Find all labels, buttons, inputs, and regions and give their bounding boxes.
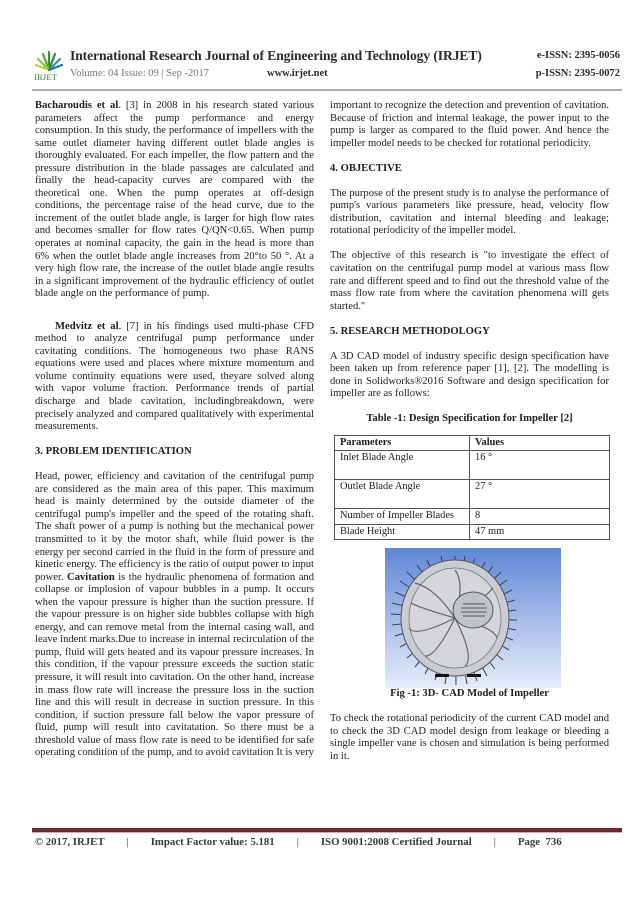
table-caption: Table -1: Design Specification for Impeller [2] (366, 413, 573, 425)
footer-certification: ISO 9001:2008 Certified Journal (320, 836, 472, 848)
table-header-row (335, 435, 610, 450)
table-cell: Inlet Blade Angle (335, 451, 470, 480)
section-heading-objective: 4. OBJECTIVE (330, 162, 402, 174)
footer-copyright: © 2017, IRJET (35, 836, 105, 848)
paragraph-continued: important to recognize the detection and prevention of cavitation. Because of friction and internal leakage, the power input to the pump is larger as compared to the fluid power. And hence the impeller model needs to be checked for rotational periodicity. (330, 100, 609, 149)
bold-term-cavitation: Cavitation (67, 571, 115, 583)
journal-header (32, 46, 622, 86)
table-cell: Blade Height (335, 524, 470, 539)
figure-caption: Fig -1: 3D- CAD Model of Impeller (390, 688, 549, 700)
author-citation: Bacharoudis et al (35, 100, 119, 111)
paragraph-objective-purpose: The purpose of the present study is to analyse the performance of pump's various parameters like pressure, head, velocity flow distribution, cavitation and internal bleeding and leakage; rotational periodicity of the impeller model. (330, 187, 609, 237)
volume-issue: Volume: 04 Issue: 09 | Sep -2017 (70, 68, 209, 79)
table-cell: Number of Impeller Blades (335, 509, 470, 524)
paragraph-medvitz: Medvitz et al. [7] in his findings used multi-phase CFD method to analyze centrifugal pump performance under cavitating conditions. The homogeneous two phase RANS equations were used and places where mixture momentum and volume continuity equations were used, theyare solved along with vapor volume fraction. Performance trends of partial discharge and blade cavitation, includingbreakdown, were precisely analyzed and compared qualitatively with experimental measurements. (35, 320, 314, 433)
table-row (335, 524, 610, 539)
table-row (335, 480, 610, 509)
right-column (330, 100, 609, 763)
logo-text: IRJET (34, 72, 58, 82)
header-divider (32, 89, 622, 91)
footer-divider (32, 828, 622, 833)
section-heading-problem-identification: 3. PROBLEM IDENTIFICATION (35, 446, 192, 458)
footer-impact-factor: Impact Factor value: 5.181 (150, 836, 275, 848)
journal-title: International Research Journal of Engineering and Technology (IRJET) (70, 48, 482, 63)
page-footer (35, 836, 562, 848)
p-issn: p-ISSN: 2395-0072 (535, 68, 620, 79)
table-header-cell: Values (470, 435, 610, 450)
left-column (35, 100, 314, 760)
design-spec-table (334, 435, 610, 540)
table-row (335, 451, 610, 480)
table-cell: 16 ° (470, 451, 610, 480)
table-cell: 47 mm (470, 524, 610, 539)
impeller-model-icon (385, 548, 561, 688)
author-citation: Medvitz et al (55, 320, 119, 332)
table-cell: 8 (470, 509, 610, 524)
footer-page-number: Page 736 (517, 836, 562, 848)
table-cell: Outlet Blade Angle (335, 480, 470, 509)
impeller-cad-figure (385, 548, 561, 688)
journal-website-link[interactable]: www.irjet.net (267, 68, 328, 79)
table-header-cell: Parameters (335, 435, 470, 450)
paragraph-objective-statement: The objective of this research is "to investigate the effect of cavitation on the centrifugal pump model at various mass flow rate and different speed and to find out the threshold value of the mass flow rate from where the cavitation phenomena will gets started." (330, 250, 609, 312)
footer-separator: | (126, 836, 129, 848)
footer-separator: | (493, 836, 496, 848)
table-row (335, 509, 610, 524)
paragraph-bacharoudis: Bacharoudis et al. [3] in 2008 in his research stated various parameters affect the pump performance and energy consumption. In this study, the performance of impellers with the same outlet diameter having different outlet blade angles is thoroughly evaluated. For each impeller, the flow pattern and the pressure distribution in the blade passages are calculated and finally the head-capacity curves are compared with the theoretical one. When the pump operates at off-design conditions, the percentage raise of the head curve, due to the increment of the outlet blade angle, is larger for high flow rates and becomes smaller for flow rates Q/QN<0.65. When pump operates at nominal capacity, the gain in the head is more than 6% when the outlet blade angle increases from 20°to 50 °. At a very high flow rate, the increase of the outlet blade angle results in a significant improvement of the hydraulic efficiency of outlet blade angle on the performance of pump. (35, 100, 314, 300)
table-cell: 27 ° (470, 480, 610, 509)
e-issn: e-ISSN: 2395-0056 (536, 50, 620, 61)
paragraph-problem-identification: Head, power, efficiency and cavitation of the centrifugal pump are considered as the main area of this paper. This maximum head is mainly determined by the outside diameter of the centrifugal pump's impeller and the speed of the rotating shaft. The shaft power of a pump is nothing but the mechanical power transmitted to it by the motor shaft, while fluid power is the energy per second carried in the fluid in the form of pressure and kinetic energy. The efficiency is the ratio of output power to input power. Cavitation is the hydraulic phenomena of formation and collapse or implosion of vapour bubbles in a pump. It occurs when the vapour pressure is higher than the suction pressure. If the vapour pressure is on higher side bubbles collapse with high energy, and can remove metal from the internal casing wall, and leave indent marks.Due to increase in internal recirculation of the pump, fluid will gets heated and its vapour pressure increases. In this condition, if the vapour pressure exceeds the suction static pressure, it will result into cavitation. On the other hand, increase in mass flow rate will increase the pressure loss in the suction line and this will result in decrease in suction pressure. In this condition, if suction pressure fall below the vapor pressure of fluid, pump will result into cavitatation. So there must be a threshold value of mass flow rate is need to be identified for safe operating condition of the pump, and to avoid cavitation It is very (35, 471, 314, 759)
paragraph-methodology: A 3D CAD model of industry specific design specification have been taken up from reference paper [1], [2]. The modelling is done in Solidworks®2016 Software and design specification for impeller are as follows: (330, 350, 609, 400)
section-heading-research-methodology: 5. RESEARCH METHODOLOGY (330, 325, 490, 337)
paragraph-periodicity: To check the rotational periodicity of the current CAD model and to check the 3D CAD model design from leakage or bleeding a single impeller vane is chosen and simulation is being performed in it. (330, 713, 609, 762)
footer-separator: | (296, 836, 299, 848)
